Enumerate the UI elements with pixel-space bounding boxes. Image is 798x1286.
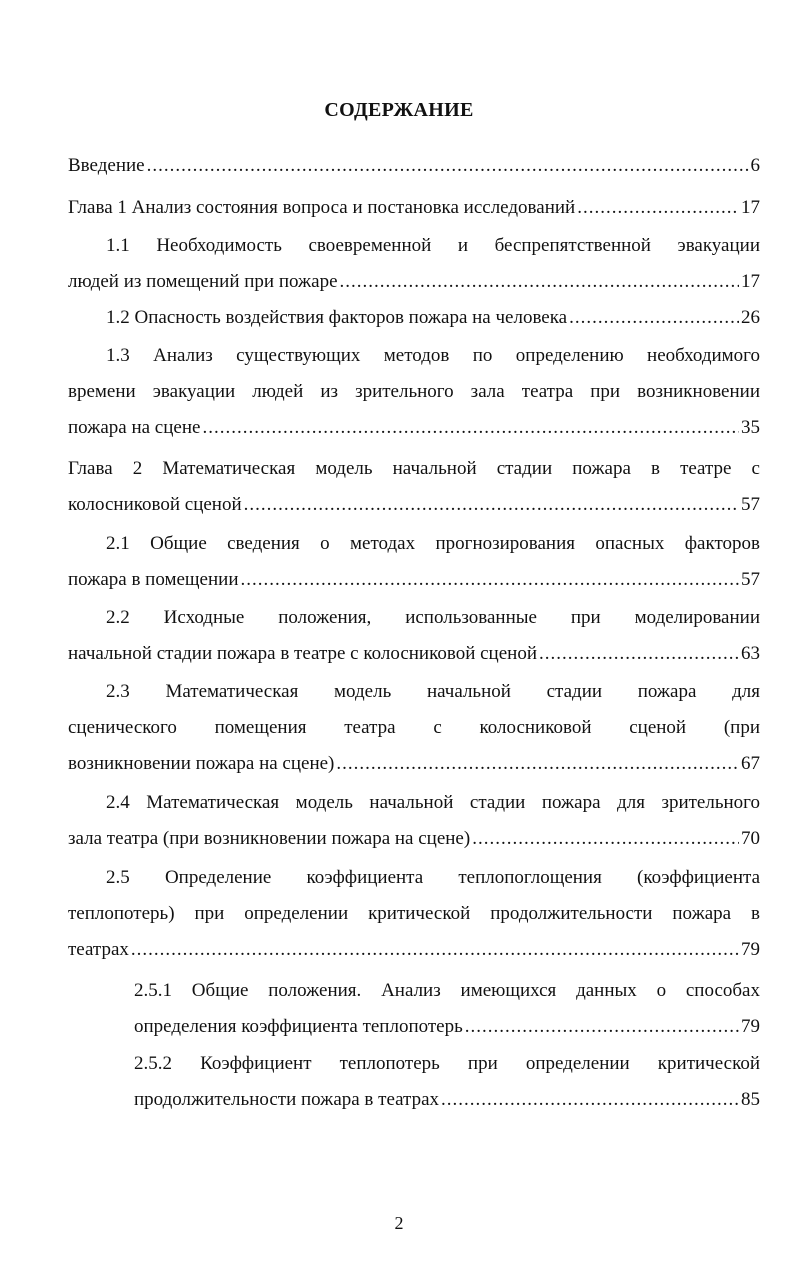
toc-page-number: 57: [741, 494, 760, 515]
toc-entry-1-1[interactable]: [68, 228, 760, 300]
toc-entry-title: колосниковой сценой: [68, 494, 242, 515]
toc-entry-2-5-2[interactable]: [134, 1046, 760, 1118]
toc-entry-title: начальной стадии пожара в театре с колосниковой сценой: [68, 643, 537, 664]
toc-page-number: 79: [741, 1016, 760, 1037]
toc-entry-last-line: [68, 746, 760, 782]
toc-entry-2-4[interactable]: [68, 785, 760, 857]
leader-dots: [131, 932, 739, 968]
toc-entry-1-3[interactable]: [68, 338, 760, 446]
toc-entry-last-line: [68, 636, 760, 672]
toc-entry-line: 2.3 Математическая модель начальной стадии пожара для: [106, 681, 760, 702]
leader-dots: [340, 264, 739, 300]
toc-entry-line: 1.1 Необходимость своевременной и беспрепятственной эвакуации: [106, 235, 760, 256]
toc-entry-last-line: [68, 264, 760, 300]
toc-page-number: 6: [750, 155, 760, 176]
toc-entry-2-2[interactable]: [68, 600, 760, 672]
toc-entry-last-line: [68, 821, 760, 857]
page-number: 2: [394, 1213, 404, 1233]
leader-dots: [202, 410, 739, 446]
toc-entry-last-line: [134, 1082, 760, 1118]
toc-entry-title: возникновении пожара на сцене): [68, 753, 335, 774]
toc-entry-last-line: [68, 410, 760, 446]
leader-dots: [147, 148, 749, 184]
toc-entry-line: 1.3 Анализ существующих методов по определению необходимого: [106, 345, 760, 366]
toc-entry-line: 2.1 Общие сведения о методах прогнозирования опасных факторов: [106, 533, 760, 554]
leader-dots: [539, 636, 739, 672]
toc-entry-2-5[interactable]: [68, 860, 760, 968]
toc-entry-last-line: [68, 148, 760, 184]
toc-entry-chapter-2[interactable]: [68, 451, 760, 523]
toc-entry-last-line: [68, 300, 760, 336]
toc-entry-title: зала театра (при возникновении пожара на сцене): [68, 828, 471, 849]
toc-entry-title: Глава 1 Анализ состояния вопроса и постановка исследований: [68, 197, 576, 218]
leader-dots: [472, 821, 739, 857]
toc-page-number: 70: [741, 828, 760, 849]
toc-entry-line: Глава 2 Математическая модель начальной стадии пожара в театре с: [68, 458, 760, 479]
toc-entry-last-line: [68, 487, 760, 523]
toc-page-number: 85: [741, 1089, 760, 1110]
leader-dots: [569, 300, 739, 336]
leader-dots: [465, 1009, 739, 1045]
toc-entry-line: теплопотерь) при определении критической продолжительности пожара в: [68, 903, 760, 924]
toc-entry-last-line: [68, 932, 760, 968]
toc-entry-last-line: [68, 562, 760, 598]
toc-entry-line: 2.4 Математическая модель начальной стадии пожара для зрительного: [106, 792, 760, 813]
toc-entry-line: 2.2 Исходные положения, использованные при моделировании: [106, 607, 760, 628]
leader-dots: [441, 1082, 739, 1118]
toc-entry-2-1[interactable]: [68, 526, 760, 598]
toc-entry-2-3[interactable]: [68, 674, 760, 782]
leader-dots: [244, 487, 739, 523]
toc-page-number: 57: [741, 569, 760, 590]
page-title: СОДЕРЖАНИЕ: [324, 99, 474, 121]
toc-page-number: 79: [741, 939, 760, 960]
leader-dots: [241, 562, 740, 598]
toc-entry-title: продолжительности пожара в театрах: [134, 1089, 440, 1110]
toc-entry-title: театрах: [68, 939, 129, 960]
toc-entry-line: сценического помещения театра с колосниковой сценой (при: [68, 717, 760, 738]
toc-entry-line: 2.5 Определение коэффициента теплопоглощения (коэффициента: [106, 867, 760, 888]
toc-page-number: 17: [741, 271, 760, 292]
toc-entry-line: 2.5.2 Коэффициент теплопотерь при определении критической: [134, 1053, 760, 1074]
leader-dots: [577, 190, 739, 226]
toc-entry-title: пожара на сцене: [68, 417, 201, 438]
toc-page-number: 67: [741, 753, 760, 774]
toc-page-number: 26: [741, 307, 760, 328]
toc-entry-chapter-1[interactable]: [68, 190, 760, 226]
toc-entry-title: 1.2 Опасность воздействия факторов пожара на человека: [106, 307, 568, 328]
toc-page-number: 63: [741, 643, 760, 664]
toc-page-number: 17: [741, 197, 760, 218]
leader-dots: [336, 746, 739, 782]
toc-page-number: 35: [741, 417, 760, 438]
toc-entry-intro[interactable]: [68, 148, 760, 184]
toc-entry-line: времени эвакуации людей из зрительного зала театра при возникновении: [68, 381, 760, 402]
toc-entry-1-2[interactable]: [68, 300, 760, 336]
toc-entry-2-5-1[interactable]: [134, 973, 760, 1045]
toc-entry-title: людей из помещений при пожаре: [68, 271, 338, 292]
toc-entry-last-line: [68, 190, 760, 226]
toc-entry-title: пожара в помещении: [68, 569, 239, 590]
toc-entry-title: Введение: [68, 155, 145, 176]
toc-entry-last-line: [134, 1009, 760, 1045]
toc-entry-title: определения коэффициента теплопотерь: [134, 1016, 463, 1037]
toc-entry-line: 2.5.1 Общие положения. Анализ имеющихся данных о способах: [134, 980, 760, 1001]
